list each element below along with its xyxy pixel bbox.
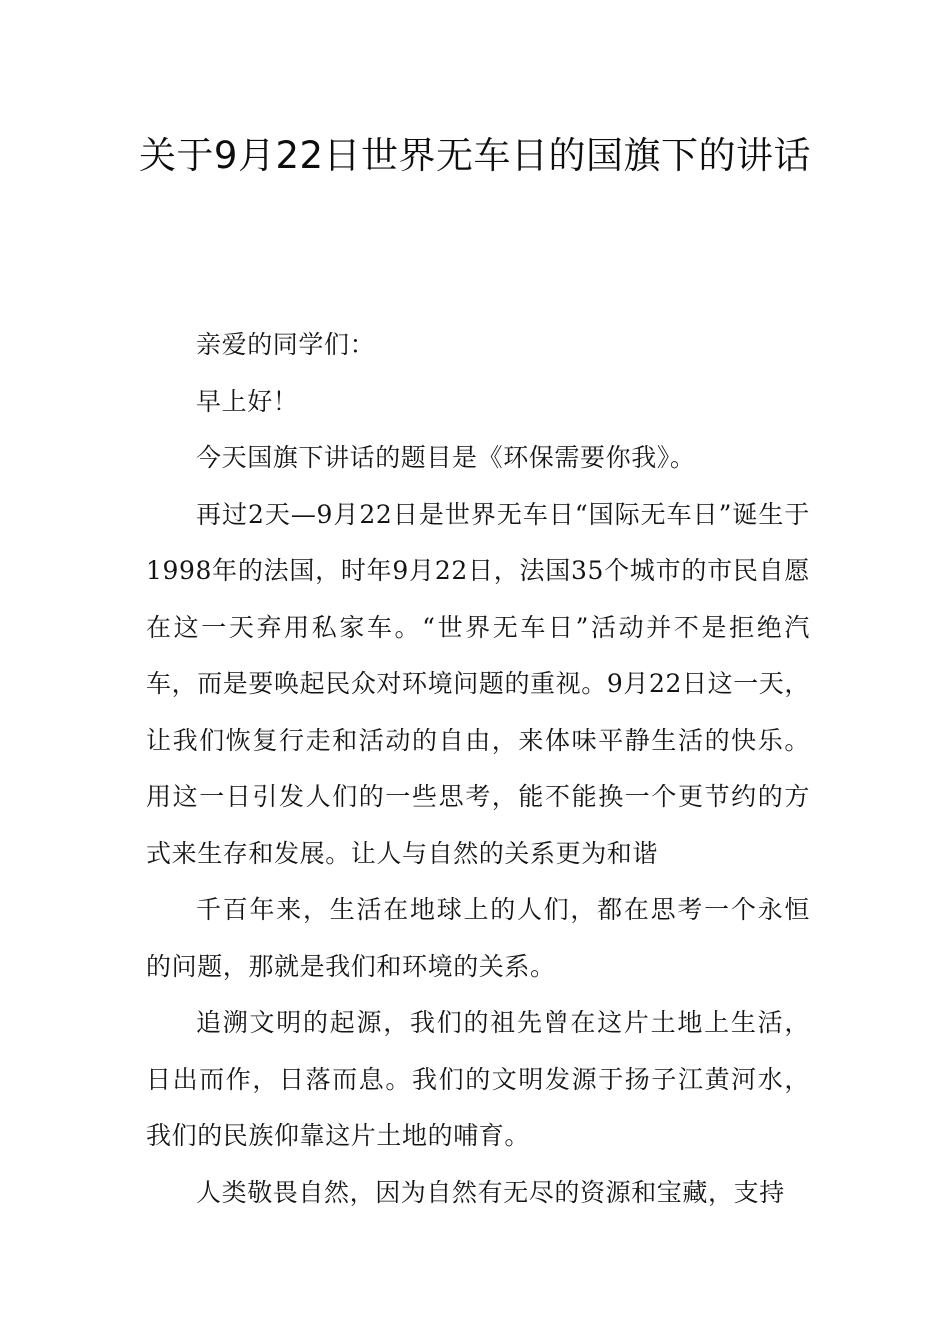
document-body: [146, 317, 810, 1221]
paragraph-greeting: 亲爱的同学们：: [196, 330, 376, 359]
paragraph-good-morning: 早上好！: [196, 386, 299, 416]
document-title: 关于9月22日世界无车日的国旗下的讲话: [138, 134, 812, 177]
paragraph-eternal-question: 千百年来，生活在地球上的人们，都在思考一个永恒的问题，那就是我们和环境的关系。: [146, 895, 810, 981]
paragraph-topic: 今天国旗下讲话的题目是《环保需要你我》。: [196, 443, 696, 472]
paragraph-car-free-day: 再过2天—9月22日是世界无车日“国际无车日”诞生于1998年的法国，时年9月22日，法国35个城市的市民自愿在这一天弃用私家车。“世界无车日”活动并不是拒绝汽车，而是要唤起民众对环境问题的重视。9月22日这一天，让我们恢复行走和活动的自由，来体味平静生活的快乐。用这一日引发人们的一些思考，能不能换一个更节约的方式来生存和发展。让人与自然的关系更为和谐: [146, 499, 810, 868]
paragraph-civilization-origin: 追溯文明的起源，我们的祖先曾在这片土地上生活，日出而作，日落而息。我们的文明发源于扬子江黄河水，我们的民族仰靠这片土地的哺育。: [146, 1008, 810, 1150]
paragraph-respect-nature: 人类敬畏自然，因为自然有无尽的资源和宝藏，支持: [196, 1177, 785, 1207]
